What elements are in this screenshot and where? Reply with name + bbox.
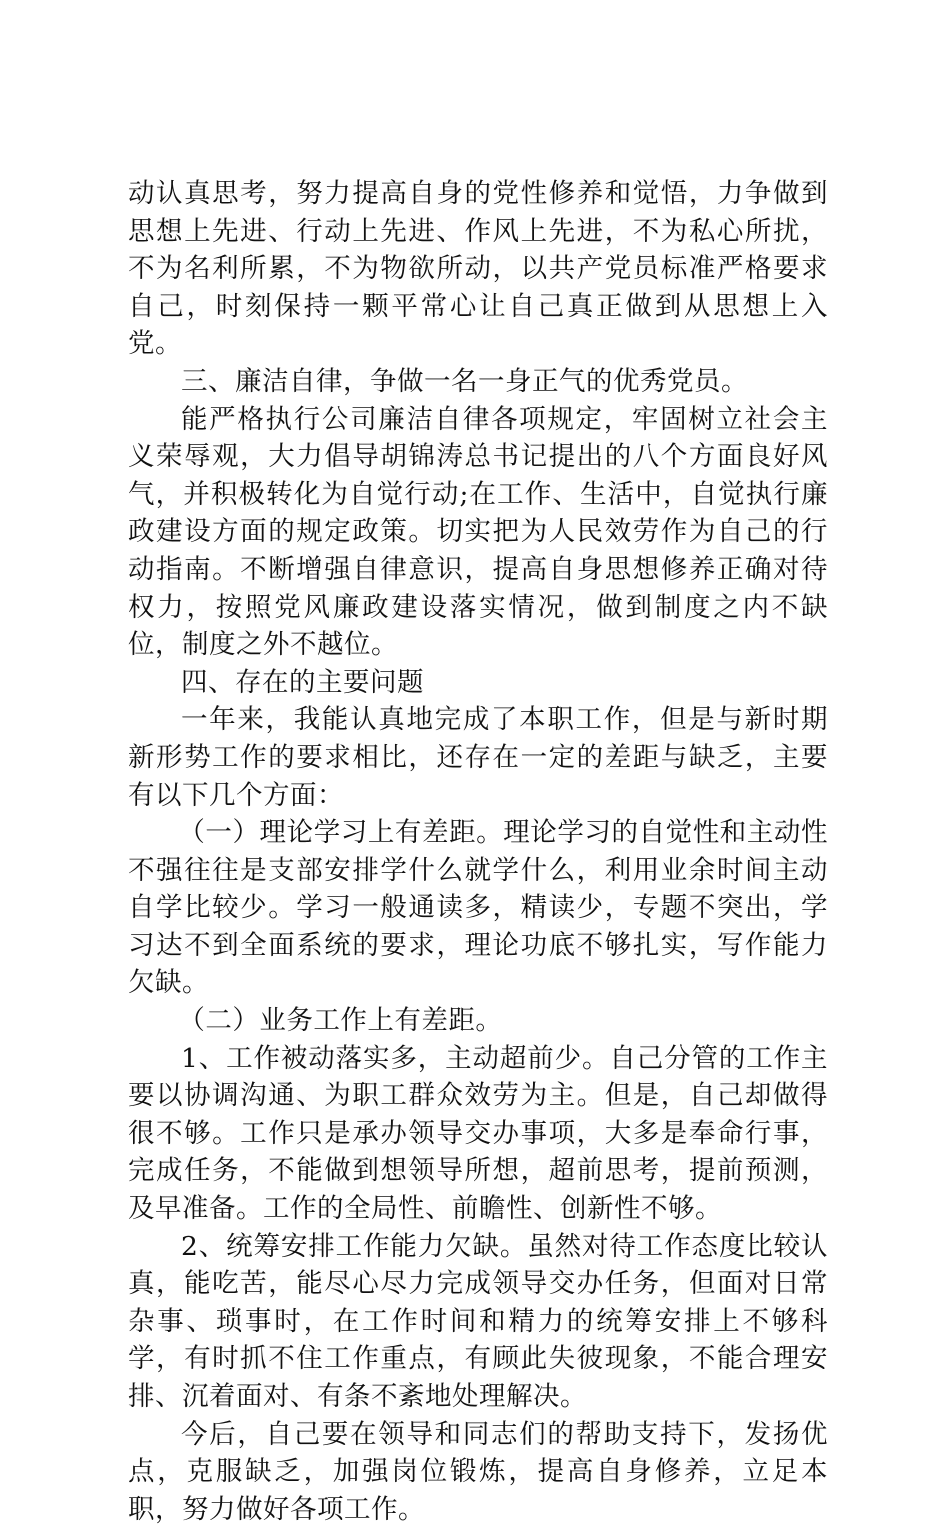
document-body	[128, 175, 828, 1528]
paragraph-integrity: 能严格执行公司廉洁自律各项规定，牢固树立社会主义荣辱观，大力倡导胡锦涛总书记提出的八个方面良好风气，并积极转化为自觉行动;在工作、生活中，自觉执行廉政建设方面的规定政策。切实把为人民效劳作为自己的行动指南。不断增强自律意识，提高自身思想修养正确对待权力，按照党风廉政建设落实情况，做到制度之内不缺位，制度之外不越位。	[128, 403, 828, 661]
paragraph-theory-gap: （一）理论学习上有差距。理论学习的自觉性和主动性不强往往是支部安排学什么就学什么，利用业余时间主动自学比较少。学习一般通读多，精读少，专题不突出，学习达不到全面系统的要求，理论功底不够扎实，写作能力欠缺。	[128, 817, 828, 999]
section-heading-3: 三、廉洁自律，争做一名一身正气的优秀党员。	[181, 365, 748, 397]
section-heading-4: 四、存在的主要问题	[181, 666, 424, 698]
paragraph-continuation: 动认真思考，努力提高自身的党性修养和觉悟，力争做到思想上先进、行动上先进、作风上先进，不为私心所扰，不为名利所累，不为物欲所动，以共产党员标准严格要求自己，时刻保持一颗平常心让自己真正做到从思想上入党。	[128, 178, 828, 360]
paragraph-item-1: 1、工作被动落实多，主动超前少。自己分管的工作主要以协调沟通、为职工群众效劳为主。但是，自己却做得很不够。工作只是承办领导交办事项，大多是奉命行事，完成任务，不能做到想领导所想，超前思考，提前预测，及早准备。工作的全局性、前瞻性、创新性不够。	[128, 1042, 828, 1225]
paragraph-problems-intro: 一年来，我能认真地完成了本职工作，但是与新时期新形势工作的要求相比，还存在一定的差距与缺乏，主要有以下几个方面：	[128, 704, 828, 811]
paragraph-conclusion: 今后，自己要在领导和同志们的帮助支持下，发扬优点，克服缺乏，加强岗位锻炼，提高自身修养，立足本职，努力做好各项工作。	[128, 1418, 828, 1525]
subheading-work-gap: （二）业务工作上有差距。	[178, 1005, 503, 1037]
paragraph-item-2: 2、统筹安排工作能力欠缺。虽然对待工作态度比较认真，能吃苦，能尽心尽力完成领导交办任务，但面对日常杂事、琐事时，在工作时间和精力的统筹安排上不够科学，有时抓不住工作重点，有顾此失彼现象，不能合理安排、沉着面对、有条不紊地处理解决。	[128, 1230, 828, 1412]
